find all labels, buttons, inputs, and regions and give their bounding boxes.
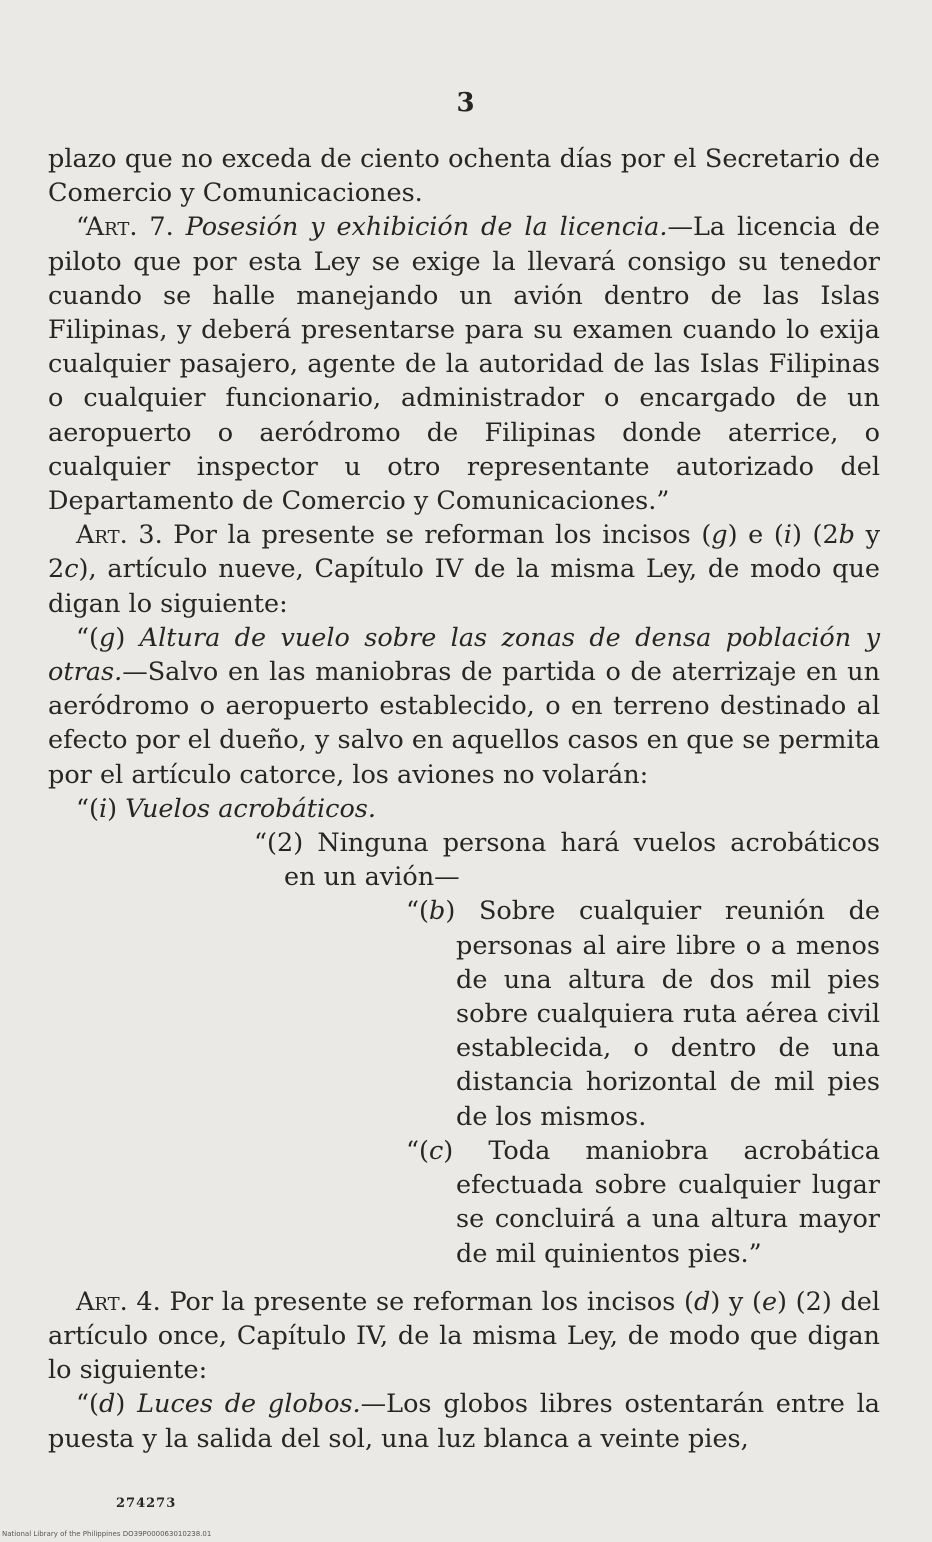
- inciso-letter: e: [761, 1286, 778, 1317]
- library-watermark: National Library of the Philippines DO39P000063010238.01: [2, 1530, 212, 1538]
- body-text: [48, 142, 880, 1456]
- inciso-letter: b: [429, 896, 446, 927]
- paragraph-inciso-i: [48, 792, 880, 826]
- text: ) e (: [727, 520, 784, 551]
- inciso-letter: g: [99, 622, 116, 653]
- text: —Los globos libres ostentarán entre la puesta y la salida del sol, una luz blanca a veinte pies,: [48, 1389, 880, 1454]
- paragraph-art3: [48, 518, 880, 621]
- inciso-title: Altura de vuelo sobre las zonas de densa población y otras.: [48, 622, 880, 688]
- inciso-letter: d: [99, 1389, 116, 1420]
- text: y 2: [48, 520, 880, 585]
- inciso-letter: i: [783, 520, 792, 551]
- inciso-title: Luces de globos.: [137, 1389, 361, 1420]
- text: Toda maniobra acrobática efectuada sobre cualquier lugar se concluirá a una altura mayor de mil quinientos pies.”: [456, 1135, 880, 1269]
- text: ): [443, 1135, 454, 1166]
- inciso-letter: i: [99, 793, 108, 824]
- inciso-letter: b: [838, 520, 855, 551]
- text: ): [115, 1389, 126, 1420]
- inciso-title: Vuelos acrobáticos.: [125, 793, 376, 824]
- paragraph-subsection-2: [254, 826, 880, 894]
- text: ) (2: [791, 520, 839, 551]
- paragraph-inciso-g: [48, 621, 880, 792]
- inciso-letter: c: [64, 554, 79, 585]
- paragraph-art7: [48, 210, 880, 518]
- text: —Salvo en las maniobras de partida o de aterrizaje en un aeródromo o aeropuerto establecido, o en terreno destinado al efecto por el dueño, y salvo en aquellos casos en que se permita por el artículo catorce, los aviones no volarán:: [48, 657, 880, 790]
- text: ), artículo nueve, Capítulo IV de la misma Ley, de modo que digan lo siguiente:: [48, 554, 880, 619]
- paragraph-inciso-d: [48, 1387, 880, 1455]
- text: ): [445, 896, 456, 927]
- inciso-letter: c: [429, 1135, 444, 1166]
- text: “(: [406, 1135, 429, 1166]
- text: ): [115, 622, 126, 653]
- text: ) y (: [710, 1286, 762, 1317]
- text: ): [107, 793, 118, 824]
- text: “(: [76, 793, 99, 824]
- text: plazo que no exceda de ciento ochenta días por el Secretario de Comercio y Comunicaciones.: [48, 144, 880, 209]
- paragraph-inciso-c: [406, 1134, 880, 1271]
- paragraph-inciso-b: [406, 894, 881, 1133]
- text: “(: [406, 896, 429, 927]
- print-code: 274273: [116, 1496, 177, 1511]
- paragraph-continuation: [48, 142, 880, 210]
- inciso-letter: d: [693, 1286, 711, 1317]
- text: —La licencia de piloto que por esta Ley se exige la llevará consigo su tenedor cuando se halle manejando un avión dentro de las Islas Filipinas, y deberá presentarse para su examen cuando lo exija cualquier pasajero, agente de la autoridad de las Islas Filipinas o cualquier funcionario, administrador o encargado de un aeropuerto o aeródromo de Filipinas donde aterrice, o cualquier inspector u otro representante autorizado del Departamento de Comercio y Comunicaciones.”: [48, 212, 880, 517]
- paragraph-art4: [48, 1285, 880, 1388]
- article-title: Posesión y exhibición de la licencia.: [185, 212, 668, 243]
- text: ) (2) del artículo once, Capítulo IV, de la misma Ley, de modo que digan lo siguiente:: [48, 1286, 881, 1386]
- text: “(: [76, 1389, 99, 1420]
- article-label: Art. 4.: [76, 1286, 161, 1317]
- text: Ninguna persona hará vuelos acrobáticos en un avión—: [284, 828, 880, 893]
- text: Por la presente se reforman los incisos (: [173, 520, 712, 551]
- spacer: [48, 1271, 880, 1285]
- inciso-letter: g: [711, 520, 728, 551]
- text: Sobre cualquier reunión de personas al aire libre o a menos de una altura de dos mil pies sobre cualquiera ruta aérea civil establecida, o dentro de una distancia horizontal de mil pies de los mismos.: [456, 896, 881, 1132]
- article-label: “Art. 7.: [76, 212, 174, 243]
- text: “(: [76, 622, 99, 653]
- subsection-label: “(2): [254, 828, 304, 859]
- article-label: Art. 3.: [76, 520, 163, 551]
- text: Por la presente se reforman los incisos (: [169, 1286, 694, 1317]
- page-number: 3: [456, 88, 476, 118]
